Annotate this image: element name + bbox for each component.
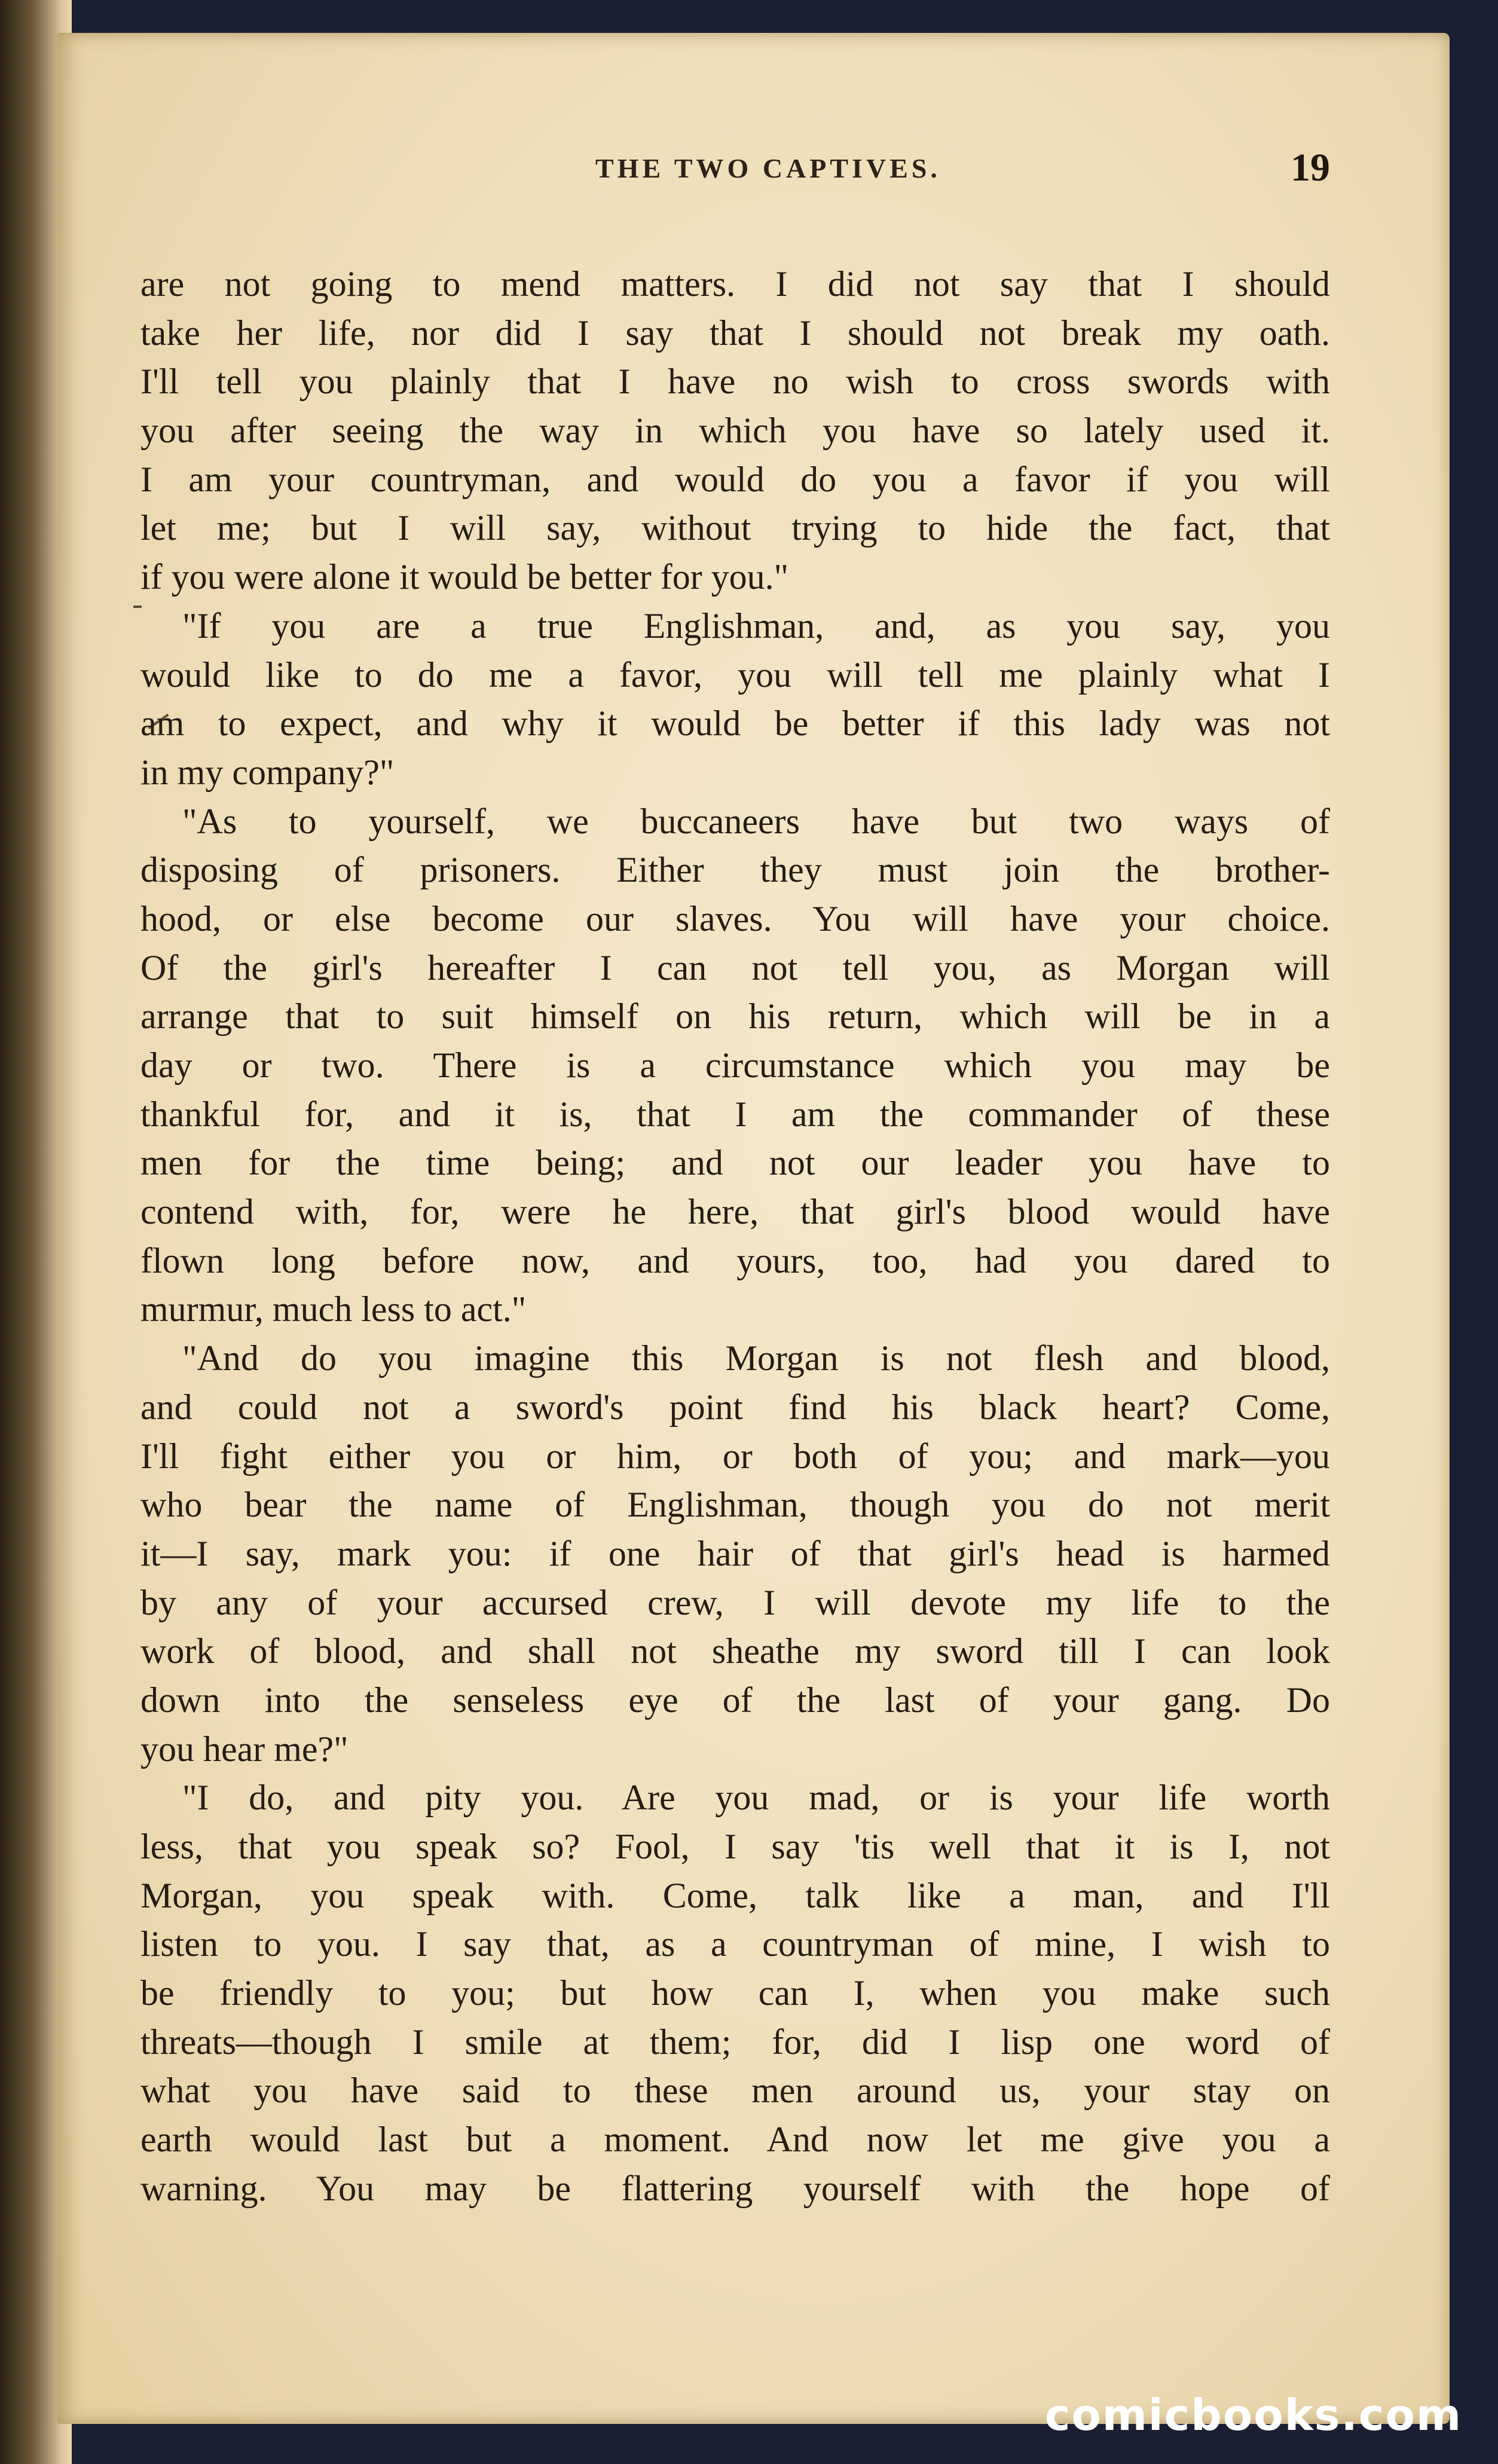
running-title: THE TWO CAPTIVES. <box>595 153 941 184</box>
text-line: threats—though I smile at them; for, did I lisp one word of <box>140 2022 1330 2062</box>
text-line: I am your countryman, and would do you a favor if you will <box>140 459 1330 499</box>
text-line: are not going to mend matters. I did not say that I should <box>140 264 1330 304</box>
text-line: day or two. There is a circumstance which you may be <box>140 1045 1330 1085</box>
text-line: you hear me?" <box>140 1729 348 1769</box>
text-line: would like to do me a favor, you will tell me plainly what I <box>140 655 1330 695</box>
text-line: warning. You may be flattering yourself with the hope of <box>140 2168 1330 2208</box>
text-line: arrange that to suit himself on his return, which will be in a <box>140 996 1330 1037</box>
text-line: down into the senseless eye of the last of your gang. Do <box>140 1680 1330 1720</box>
text-line: thankful for, and it is, that I am the commander of these <box>140 1094 1330 1134</box>
text-line: who bear the name of Englishman, though you do not merit <box>140 1485 1330 1525</box>
text-line: hood, or else become our slaves. You will have your choice. <box>140 898 1330 938</box>
text-line: and could not a sword's point find his black heart? Come, <box>140 1387 1330 1427</box>
text-line: let me; but I will say, without trying to hide the fact, that <box>140 508 1330 548</box>
body-text <box>140 260 1330 2214</box>
text-line: "If you are a true Englishman, and, as you say, you <box>182 606 1330 646</box>
text-line: take her life, nor did I say that I should not break my oath. <box>140 313 1330 353</box>
text-line: murmur, much less to act." <box>140 1289 527 1329</box>
text-line: flown long before now, and yours, too, had you dared to <box>140 1240 1330 1280</box>
text-line: by any of your accursed crew, I will devote my life to the <box>140 1582 1330 1622</box>
text-line: earth would last but a moment. And now let me give you a <box>140 2120 1330 2160</box>
text-line: less, that you speak so? Fool, I say 'tis well that it is I, not <box>140 1827 1330 1866</box>
text-line: it—I say, mark you: if one hair of that girl's head is harmed <box>140 1533 1330 1573</box>
text-line: men for the time being; and not our leader you have to <box>140 1143 1330 1183</box>
text-line: be friendly to you; but how can I, when you make such <box>140 1973 1330 2013</box>
text-line: I'll fight either you or him, or both of you; and mark—you <box>140 1436 1330 1476</box>
text-line: I'll tell you plainly that I have no wish to cross swords with <box>140 362 1330 402</box>
text-line: what you have said to these men around us, your stay on <box>140 2071 1330 2111</box>
text-line: "I do, and pity you. Are you mad, or is your life worth <box>182 1778 1330 1818</box>
text-line: "And do you imagine this Morgan is not flesh and blood, <box>182 1338 1330 1378</box>
text-line: contend with, for, were he here, that girl's blood would have <box>140 1192 1330 1232</box>
text-line: in my company?" <box>140 752 395 792</box>
text-line: disposing of prisoners. Either they must join the brother- <box>140 850 1330 890</box>
text-line: Of the girl's hereafter I can not tell you, as Morgan will <box>140 947 1330 988</box>
book-page <box>57 33 1450 2424</box>
text-line: you after seeing the way in which you have so lately used it. <box>140 411 1330 451</box>
page-header <box>57 146 1450 200</box>
page-number: 19 <box>1291 146 1330 189</box>
text-line: listen to you. I say that, as a countryman of mine, I wish to <box>140 1924 1330 1964</box>
text-line: work of blood, and shall not sheathe my sword till I can look <box>140 1631 1330 1671</box>
text-line: am to expect, and why it would be better if this lady was not <box>140 704 1330 744</box>
text-line: Morgan, you speak with. Come, talk like a man, and I'll <box>140 1875 1330 1915</box>
site-watermark: comicbooks.com <box>1044 2390 1462 2440</box>
text-line: "As to yourself, we buccaneers have but two ways of <box>182 801 1330 841</box>
text-line: if you were alone it would be better for you." <box>140 557 789 597</box>
